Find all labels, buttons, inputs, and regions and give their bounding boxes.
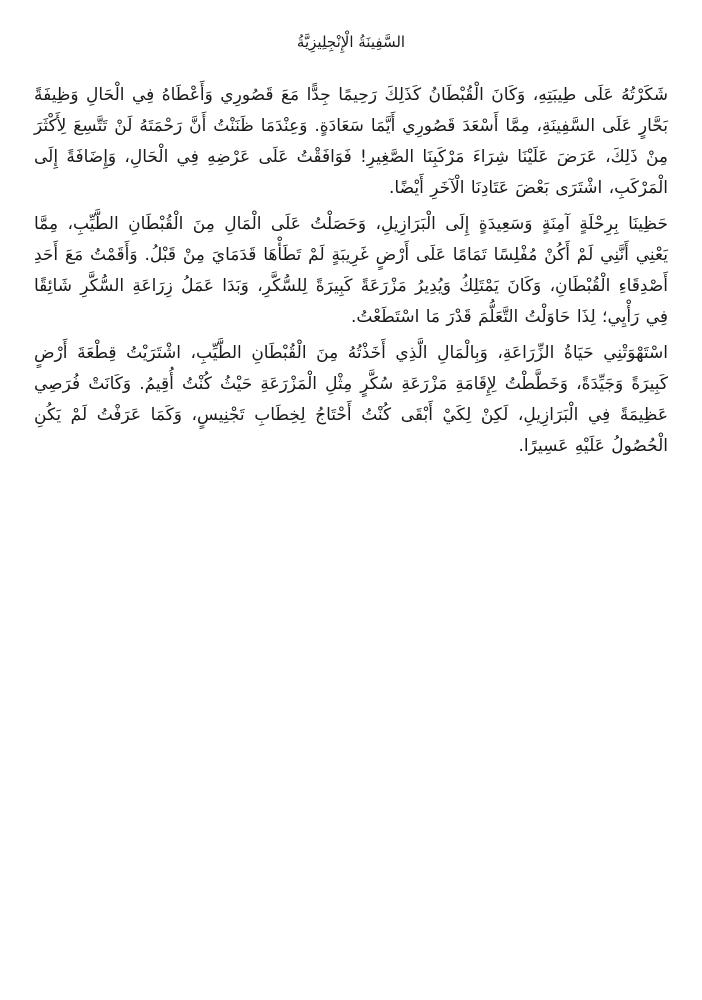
paragraph-1: شَكَرْتُهُ عَلَى طِيبَتِهِ، وَكَانَ الْقُبْطَانُ كَذَلِكَ رَحِيمًا جِدًّا مَعَ قَصُورِي وَأَعْطَاهُ فِي الْحَالِ وَظِيفَةً بَحَّارٍ عَلَى السَّفِينَةِ، مِمَّا أَسْعَدَ قَصُورِي أَيَّمَا سَعَادَةٍ. وَعِنْدَمَا ظَنَنْتُ أَنَّ رَحْمَتَهُ لَنْ تَتَّسِعَ لِأَكْثَرَ مِنْ ذَلِكَ، عَرَضَ عَلَيْنَا شِرَاءَ مَرْكَبِنَا الصَّغِيرِ! فَوَافَقْتُ عَلَى عَرْضِهِ فِي الْحَالِ، وَإِضَافَةً إِلَى الْمَرْكَبِ، اشْتَرَى بَعْضَ عَتَادِنَا الْآخَرِ أَيْضًا.: [34, 85, 668, 198]
page-title: السَّفِينَةُ الْإِنْجِلِيزِيَّةُ: [296, 33, 406, 51]
paragraph-3: اسْتَهْوَتْنِي حَيَاةُ الزِّرَاعَةِ، وَبِالْمَالِ الَّذِي أَخَذْتُهُ مِنَ الْقُبْطَانِ الطَّيِّبِ، اشْتَرَيْتُ قِطْعَةَ أَرْضٍ كَبِيرَةً وَجَيِّدَةً، وَخَطَّطْتُ لِإِقَامَةِ مَزْرَعَةِ سُكَّرٍ مِثْلِ الْمَزْرَعَةِ حَيْثُ كُنْتُ أُقِيمُ. وَكَانَتْ فُرَصِي عَظِيمَةً فِي الْبَرَازِيلِ، لَكِنْ لِكَيْ أَبْقَى كُنْتُ أَحْتَاجُ لِخِطَابِ تَجْنِيسٍ، وَكَمَا عَرَفْتُ لَمْ يَكُنِ الْحُصُولُ عَلَيْهِ عَسِيرًا.: [34, 343, 668, 456]
paragraph-2: حَظِينَا بِرِحْلَةٍ آمِنَةٍ وَسَعِيدَةٍ إِلَى الْبَرَازِيلِ، وَحَصَلْتُ عَلَى الْمَالِ مِنَ الْقُبْطَانِ الطَّيِّبِ، مِمَّا يَعْنِي أَنَّنِي لَمْ أَكُنْ مُفْلِسًا تَمَامًا عَلَى أَرْضٍ غَرِيبَةٍ لَمْ تَطَأْهَا قَدَمَايَ مِنْ قَبْلُ. وَأَقَمْتُ مَعَ أَحَدِ أَصْدِقَاءِ الْقُبْطَانِ، وَكَانَ يَمْتَلِكُ وَيُدِيرُ مَزْرَعَةً كَبِيرَةً لِلسُّكَّرِ، وَبَدَا عَمَلُ زِرَاعَةِ السُّكَّرِ شَائِقًا فِي رَأْيِي؛ لِذَا حَاوَلْتُ التَّعَلُّمَ قَدْرَ مَا اسْتَطَعْتُ.: [34, 214, 668, 327]
